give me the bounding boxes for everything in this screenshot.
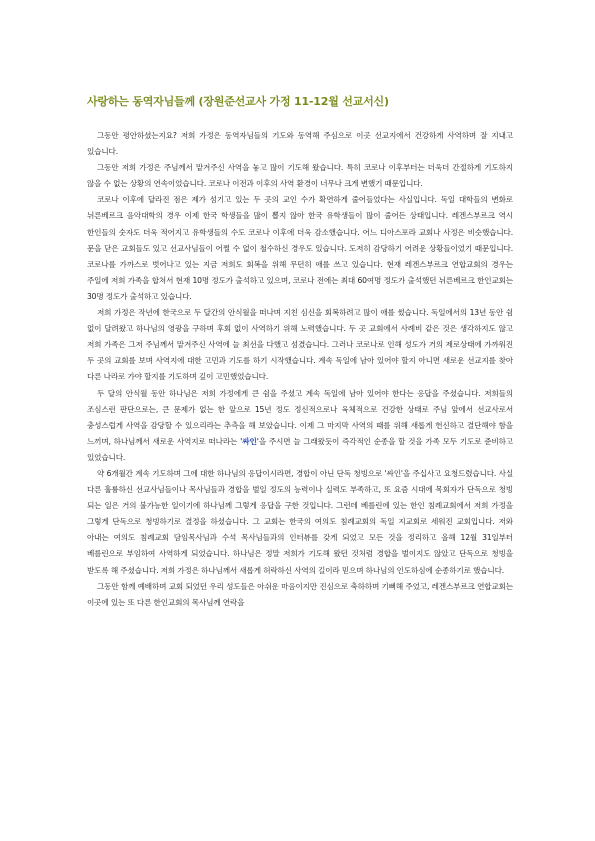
paragraph-after-covid xyxy=(87,192,513,305)
document-title: 사랑하는 동역자님들께 (장원준선교사 가정 11-12월 선교서신) xyxy=(87,95,389,108)
paragraph-text: 을 주시면 늘 그래왔듯이 즉각적인 순종을 할 것을 가족 모두 기도로 준비하고 있었습니다. xyxy=(87,436,513,462)
paragraph-text: 약 6개월간 계속 기도하며 그에 대한 하나님의 응답이시라면, 경합이 아닌 단독 청빙으로 '싸인'을 주십사고 요청드렸습니다. 사실 다른 훌륭하신 선교사님들이나 목사님들과 경합을 벌일 정도의 능력이나 실력도 부족하고, 또 요즘 시대에 목회자가 단독으로 청빙 되는 일은 거의 불가능한 일이기에 하나님께 그렇게 응답을 구한 것입니다. 그런데 베를린에 있는 한인 침례교회에서 저희 가정을 그렇게 단독으로 청빙하기로 결정을 하셨습니다. 그 교회는 한국의 여의도 침례교회의 독일 지교회로 세워진 교회입니다. 저와 아내는 여의도 침례교회 담임목사님과 수석 목사님들과의 인터뷰를 갖게 되었고 모든 것을 정리하고 올해 12월 31일부터 베를린으로 부임하여 사역하게 되었습니다. 하나님은 정말 저희가 기도해 왔던 것처럼 경합을 벌이지도 않았고 단독으로 청빙을 받도록 해 주셨습니다. 저희 가정은 하나님께서 새롭게 허락하신 사역의 길이라 믿으며 하나님의 인도하심에 순종하기로 했습니다. xyxy=(87,468,513,575)
paragraph-text: 두 달의 안식월 동안 하나님은 저희 가정에게 큰 쉼을 주셨고 계속 독일에 남아 있어야 한다는 응답을 주셨습니다. 저희들의 조심스런 판단으로는, 큰 문제가 없는 한 앞으로 15년 정도 정신적으로나 육체적으로 건강한 상태로 주님 앞에서 선교사로서 충성스럽게 사역을 감당할 수 있으리라는 추측을 해 보았습니다. 이제 그 마지막 사역의 때를 위해 새롭게 헌신하고 결단해야 함을 느끼며, 하나님께서 새로운 사역지로 떠나라는 xyxy=(87,388,513,446)
paragraph-text: 저희 가정은 작년에 한국으로 두 달간의 안식월을 떠나며 지친 심신을 회복하려고 많이 애를 썼습니다. 독일에서의 13년 동안 쉼 없이 달려왔고 하나님의 영광을 구하며 후회 없이 사역하기 위해 노력했습니다. 두 곳 교회에서 사례비 같은 것은 생각하지도 않고 저희 가족은 그저 주님께서 맡겨주신 사역에 늘 최선을 다했고 섬겼습니다. 그러나 코로나로 인해 성도가 거의 제로상태에 가까워진 두 곳의 교회를 보며 사역지에 대한 고민과 기도를 하기 시작했습니다. 계속 독일에 남아 있어야 할지 아니면 새로운 선교지를 찾아 다른 나라로 가야 할지를 기도하며 깊이 고민했었습니다. xyxy=(87,308,513,382)
highlighted-sign-word: '싸인' xyxy=(240,436,259,446)
paragraph-prayer xyxy=(87,160,513,192)
paragraph-calling xyxy=(87,466,513,579)
paragraph-text: 그동안 저희 가정은 주님께서 맡겨주신 사역을 놓고 많이 기도해 왔습니다. 특히 코로나 이후부터는 더욱더 간절하게 기도하지 않을 수 없는 상황의 연속이었습니다. 코로나 이전과 이후의 사역 환경이 너무나 크게 변했기 때문입니다. xyxy=(87,163,513,189)
paragraph-text: 코로나 이후에 달라진 점은 제가 섬기고 있는 두 곳의 교인 수가 확연하게 줄어들었다는 사실입니다. 독일 대학들의 변화로 뉘른베르크 음악대학의 경우 이제 한국 학생들을 많이 뽑지 않아 한국 유학생들이 많이 줄어든 상태입니다. 레겐스부르크 역시 한인들의 숫자도 더욱 적어지고 유학생들의 수도 코로나 이후에 더욱 감소했습니다. 어느 디아스포라 교회나 사정은 비슷했습니다. 문을 닫은 교회들도 있고 선교사님들이 어쩔 수 없이 철수하신 경우도 있습니다. 도저히 감당하기 어려운 상황들이었기 때문입니다. 코로나를 가까스로 벗어나고 있는 지금 저희도 회복을 위해 무던히 애를 쓰고 있습니다. 현재 레겐스부르크 연합교회의 경우는 주일에 저희 가족을 합쳐서 현재 10명 정도가 출석하고 있으며, 코로나 전에는 최대 60여명 정도가 출석했던 뉘른베르크 한인교회는 30명 정도가 출석하고 있습니다. xyxy=(87,195,513,301)
paragraph-greeting xyxy=(87,128,513,160)
paragraph-text: 그동안 평안하셨는지요? 저희 가정은 동역자님들의 기도와 동역해 주심으로 이곳 선교지에서 건강하게 사역하며 잘 지내고 있습니다. xyxy=(87,131,513,157)
paragraph-text: 그동안 함께 예배하며 교회 되었던 우리 성도들은 아쉬운 마음이지만 진심으로 축하하며 기뻐해 주었고, 레겐스부르크 연합교회는 이곳에 있는 또 다른 한인교회의 목사님께 연락을 xyxy=(87,581,513,607)
paragraph-sabbatical xyxy=(87,305,513,385)
paragraph-congregation xyxy=(87,579,513,611)
paragraph-answer xyxy=(87,386,513,466)
document-body xyxy=(87,128,513,611)
